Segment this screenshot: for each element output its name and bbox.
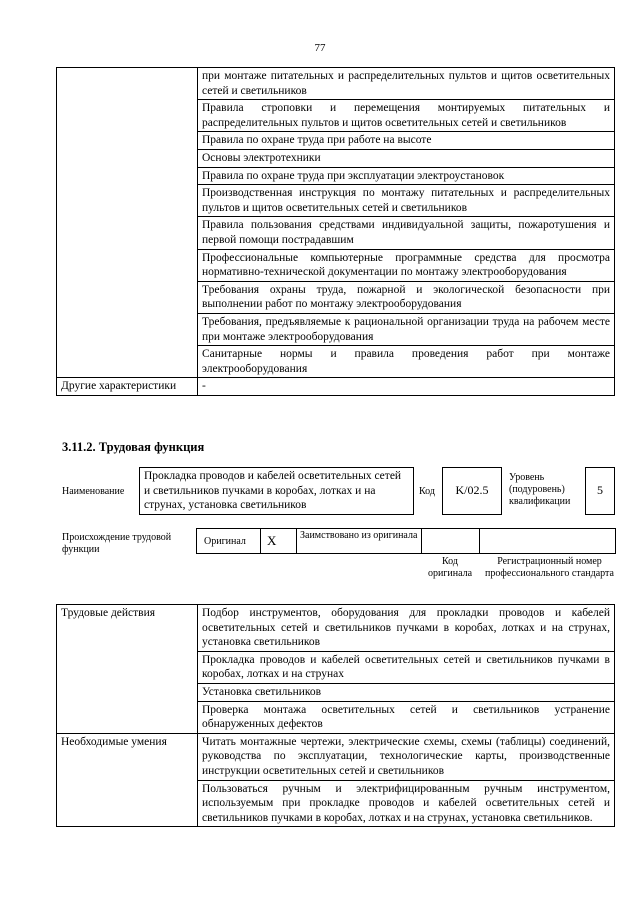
table-row <box>57 378 615 396</box>
divider <box>479 528 480 554</box>
other-characteristics-value: - <box>198 378 615 396</box>
table-cell: Проверка монтажа осветительных сетей и светильников устранение обнаруженных дефектов <box>198 701 615 733</box>
original-label: Оригинал <box>204 536 246 547</box>
table-row <box>57 733 615 780</box>
table-cell: Правила по охране труда при эксплуатации электроустановок <box>198 167 615 185</box>
table-cell: Профессиональные компьютерные программные средства для просмотра нормативно-технической документации по монтажу электрооборудования <box>198 249 615 281</box>
table-row <box>57 68 615 100</box>
table-cell: Основы электротехники <box>198 149 615 167</box>
table-cell: Прокладка проводов и кабелей осветительных сетей и светильников пучками в коробах, лотках и на струнах <box>198 651 615 683</box>
table-cell: Производственная инструкция по монтажу питательных и распределительных пультов и щитов осветительных сетей и светильников <box>198 185 615 217</box>
table-cell: Правила по охране труда при работе на высоте <box>198 132 615 150</box>
registration-number-label: Регистрационный номер профессионального стандарта <box>485 556 614 579</box>
labor-function-table <box>56 604 615 827</box>
function-name-box <box>139 467 414 515</box>
code-value: K/02.5 <box>455 483 489 497</box>
table-cell: Читать монтажные чертежи, электрические схемы, схемы (таблицы) соединений, руководства по эксплуатации, технологические карты, производственные инструкции осветительных сетей и светильников <box>198 733 615 780</box>
table-cell-empty <box>57 68 198 378</box>
labor-actions-label: Трудовые действия <box>57 605 198 734</box>
required-skills-label: Необходимые умения <box>57 733 198 827</box>
other-characteristics-label: Другие характеристики <box>57 378 198 396</box>
table-cell: Правила строповки и перемещения монтируемых питательных и распределительных пультов и щитов осветительных сетей и светильников <box>198 100 615 132</box>
level-value: 5 <box>597 483 603 497</box>
level-box <box>585 467 615 515</box>
table-cell: Санитарные нормы и правила проведения работ при монтаже электрооборудования <box>198 346 615 378</box>
section-title: 3.11.2. Трудовая функция <box>62 440 205 454</box>
table-cell: Установка светильников <box>198 683 615 701</box>
borrowed-label: Заимствовано из оригинала <box>300 530 418 541</box>
table-cell: при монтаже питательных и распределительных пультов и щитов осветительных сетей и светильников <box>198 68 615 100</box>
page-number: 77 <box>314 42 326 54</box>
table-cell: Требования, предъявляемые к рациональной организации труда на рабочем месте при монтаже электрооборудования <box>198 313 615 345</box>
knowledge-table <box>56 67 615 396</box>
original-mark: X <box>267 533 277 548</box>
table-row <box>57 605 615 652</box>
code-box <box>442 467 502 515</box>
table-cell: Правила пользования средствами индивидуальной защиты, пожаротушения и первой помощи пострадавшим <box>198 217 615 249</box>
divider <box>296 528 297 554</box>
table-cell: Подбор инструментов, оборудования для прокладки проводов и кабелей осветительных сетей и светильников пучками в коробах, лотках и на струнах, установка светильников <box>198 605 615 652</box>
level-label: Уровень (подуровень) квалификации <box>509 472 571 507</box>
table-cell: Пользоваться ручным и электрифицированным ручным инструментом, используемым при прокладке проводов и кабелей осветительных сетей и светильников пучками в коробах, лотках и на струнах, установка светильников. <box>198 780 615 827</box>
divider <box>260 528 261 554</box>
name-label: Наименование <box>62 486 125 497</box>
code-original-label: Код оригинала <box>427 556 473 579</box>
divider <box>421 528 422 554</box>
code-label: Код <box>419 486 435 497</box>
function-name: Прокладка проводов и кабелей осветительных сетей и светильников пучками в коробах, лотках и на струнах, установка светильников <box>144 470 402 511</box>
origin-label: Происхождение трудовой функции <box>62 532 172 555</box>
table-cell: Требования охраны труда, пожарной и экологической безопасности при выполнении работ по монтажу электрооборудования <box>198 281 615 313</box>
